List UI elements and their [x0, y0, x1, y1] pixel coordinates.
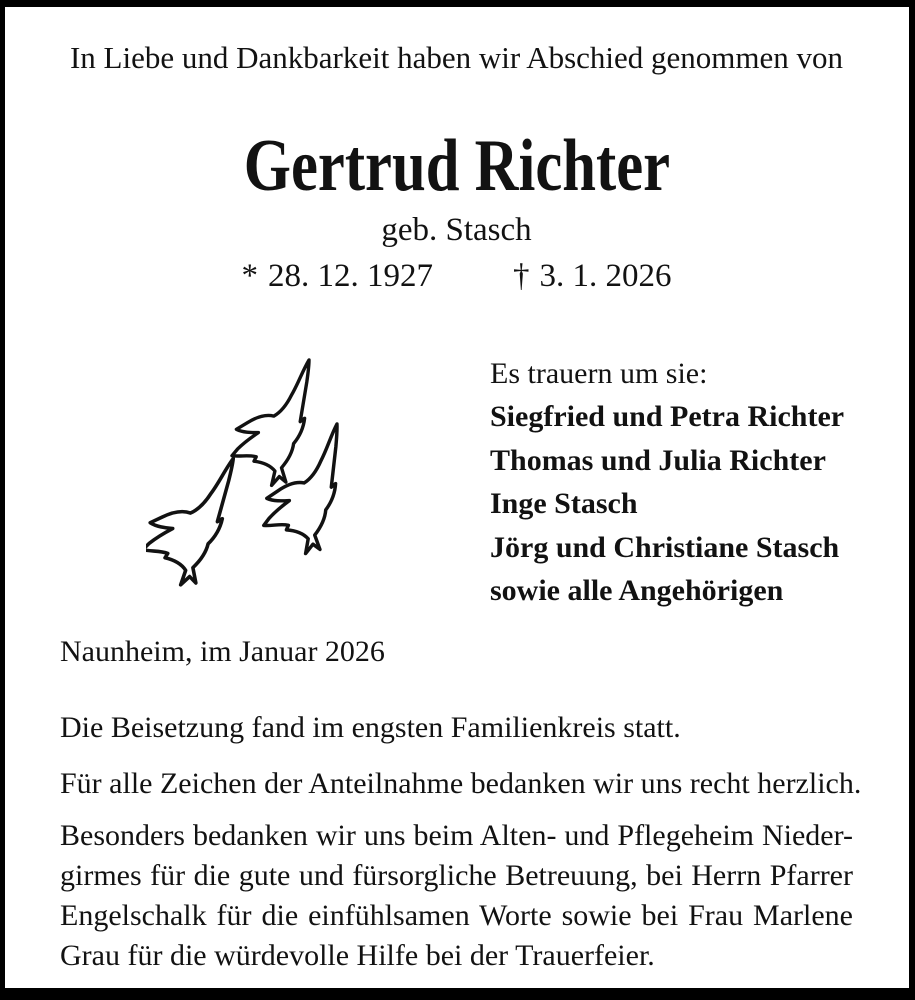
intro-line: In Liebe und Dankbarkeit haben wir Abschied genommen von: [69, 40, 844, 75]
thanks-line: Engelschalk für die einfühlsamen Worte sowie bei Frau Marlene: [60, 899, 853, 932]
mourners-list: [490, 352, 853, 613]
death-date: 3. 1. 2026: [539, 258, 672, 294]
flying-birds-illustration: [146, 358, 361, 590]
thanks-line: Besonders bedanken wir uns beim Alten- und Pflegeheim Nieder-: [60, 819, 853, 852]
deceased-name-text: Gertrud Richter: [243, 125, 670, 207]
condolence-thanks-statement: Für alle Zeichen der Anteilnahme bedanken wir uns recht herzlich.: [60, 767, 862, 800]
birth-date-group: [242, 256, 434, 296]
thanks-line: Grau für die würdevolle Hilfe bei der Trauerfeier.: [60, 939, 655, 972]
thanks-line: girmes für die gute und fürsorgliche Betreuung, bei Herrn Pfarrer: [60, 859, 853, 892]
birth-date: 28. 12. 1927: [268, 258, 433, 294]
bird-icon: [232, 360, 309, 485]
mourner-name: sowie alle Angehörigen: [490, 574, 784, 607]
special-thanks-paragraph: [60, 816, 853, 976]
birth-star-icon: *: [241, 258, 258, 294]
mourner-name: Thomas und Julia Richter: [490, 443, 826, 477]
place-and-date-line: Naunheim, im Januar 2026: [60, 635, 385, 668]
death-cross-icon: †: [513, 258, 530, 294]
life-dates: [60, 256, 853, 296]
burial-statement: Die Beisetzung fand im engsten Familienkreis statt.: [60, 711, 681, 744]
death-date-group: [513, 256, 672, 296]
mourner-name: Inge Stasch: [490, 487, 638, 520]
maiden-name: geb. Stasch: [381, 212, 532, 248]
mourners-heading: Es trauern um sie:: [490, 357, 708, 390]
mourner-name: Siegfried und Petra Richter: [490, 400, 845, 433]
bird-icon: [146, 450, 233, 589]
mourner-name: Jörg und Christiane Stasch: [490, 530, 840, 564]
deceased-name: [60, 125, 853, 207]
illustration-and-mourners-row: [60, 352, 853, 618]
illustration-column: [60, 352, 490, 590]
